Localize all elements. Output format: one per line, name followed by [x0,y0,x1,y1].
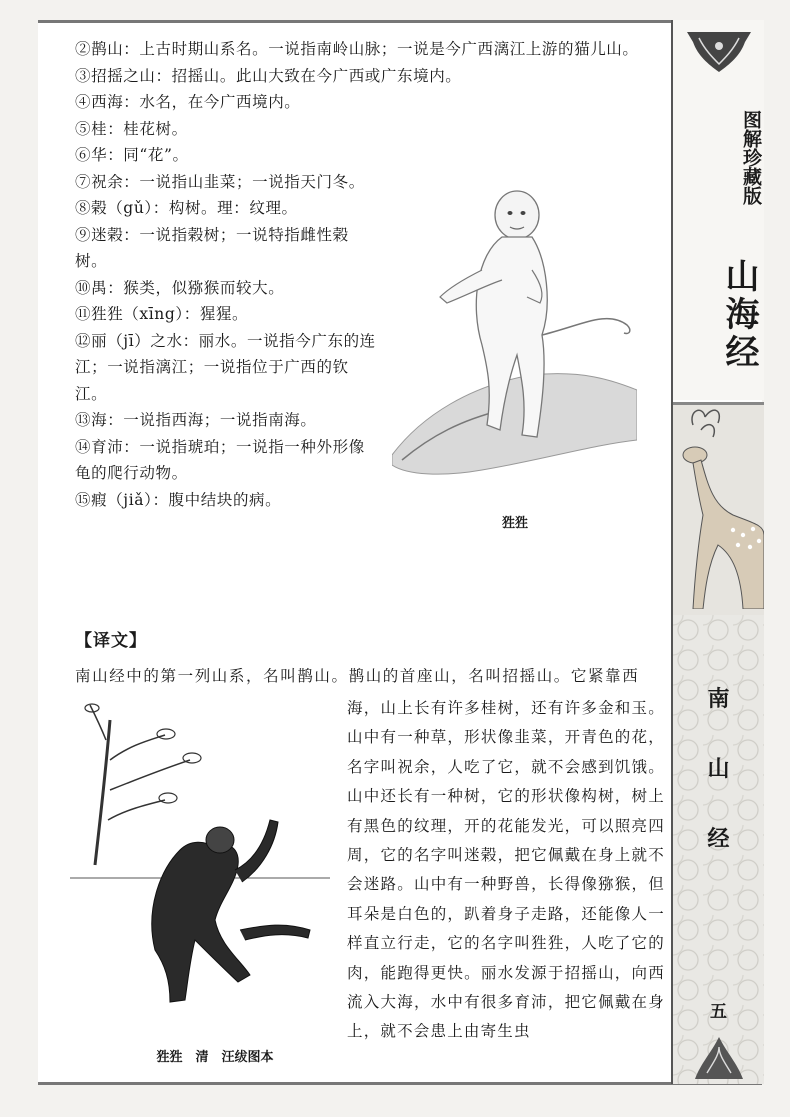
illustration-caption-2: 狌狌 清 汪绂图本 [156,1050,274,1065]
note-8: ⑧榖（gǔ）：构树。理：纹理。 [75,199,298,217]
note-13: ⑬海：一说指西海；一说指南海。 [75,411,317,429]
note-5: ⑤桂：桂花树。 [75,119,188,138]
note-3: ③招摇之山：招摇山。此山大致在今广西或广东境内。 [75,66,462,85]
chapter-char-1: 南 [707,687,730,712]
note-6: ⑥华：同“花”。 [75,146,189,164]
note-14: ⑭育沛：一说指琥珀；一说指一种外形像龟的爬行动物。 [75,437,365,482]
translation-heading: 【译文】 [75,631,147,651]
deer-panel [673,402,764,618]
translation-first-line: 南山经中的第一列山系，名叫鹊山。鹊山的首座山，名叫招摇山。它紧靠西 [75,667,640,685]
top-rule [38,20,762,23]
chapter-panel [673,615,764,1084]
sidebar-title-panel [673,20,764,400]
chapter-char-2: 山 [707,757,730,782]
note-15: ⑮瘕（jiǎ）：腹中结块的病。 [75,490,282,509]
note-9: ⑨迷榖：一说指榖树；一说特指雌性榖树。 [75,225,349,270]
chapter-char-3: 经 [707,827,730,852]
note-12: ⑫丽（jī）之水：丽水。一说指今广东的连江；一说指漓江；一说指位于广西的钦江。 [75,331,376,403]
note-11: ⑪狌狌（xīng）：猩猩。 [75,305,249,323]
chapter-title [673,665,764,875]
bottom-rule [38,1082,762,1085]
sidebar [671,20,764,1084]
book-title: 山海经 [719,258,759,372]
ape-illustration [70,700,335,1020]
note-7: ⑦祝余：一说指山韭菜；一说指天门冬。 [75,172,365,191]
illustration-caption-1: 狌狌 [501,516,528,531]
page-number: 五 [710,1002,727,1022]
note-10: ⑩禺：猴类，似猕猴而较大。 [75,278,285,297]
note-2: ②鹊山：上古时期山系名。一说指南岭山脉；一说是今广西漓江上游的猫儿山。 [75,40,639,58]
deer-illustration [673,405,764,609]
ornament-icon [685,28,753,74]
note-4: ④西海：水名，在今广西境内。 [75,93,301,111]
ornament-bottom-icon [691,1033,747,1081]
series-label: 图解珍藏版 [740,109,762,205]
monkey-illustration [392,185,637,485]
translation-body: 海，山上长有许多桂树，还有许多金和玉。山中有一种草，形状像韭菜，开青色的花，名字叫祝余，人吃了它，就不会感到饥饿。山中还长有一种树，它的形状像构树，树上有黑色的纹理，开的花能发光，可以照亮四周，它的名字叫迷榖，把它佩戴在身上就不会迷路。山中有一种野兽，长得像猕猴，但耳朵是白色的，趴着身子走路，还能像人一样直立行走，它的名字叫狌狌，人吃了它的肉，能跑得更快。丽水发源于招摇山，向西流入大海，水中有很多育沛，把它佩戴在身上，就不会患上由寄生虫 [347,699,665,1041]
